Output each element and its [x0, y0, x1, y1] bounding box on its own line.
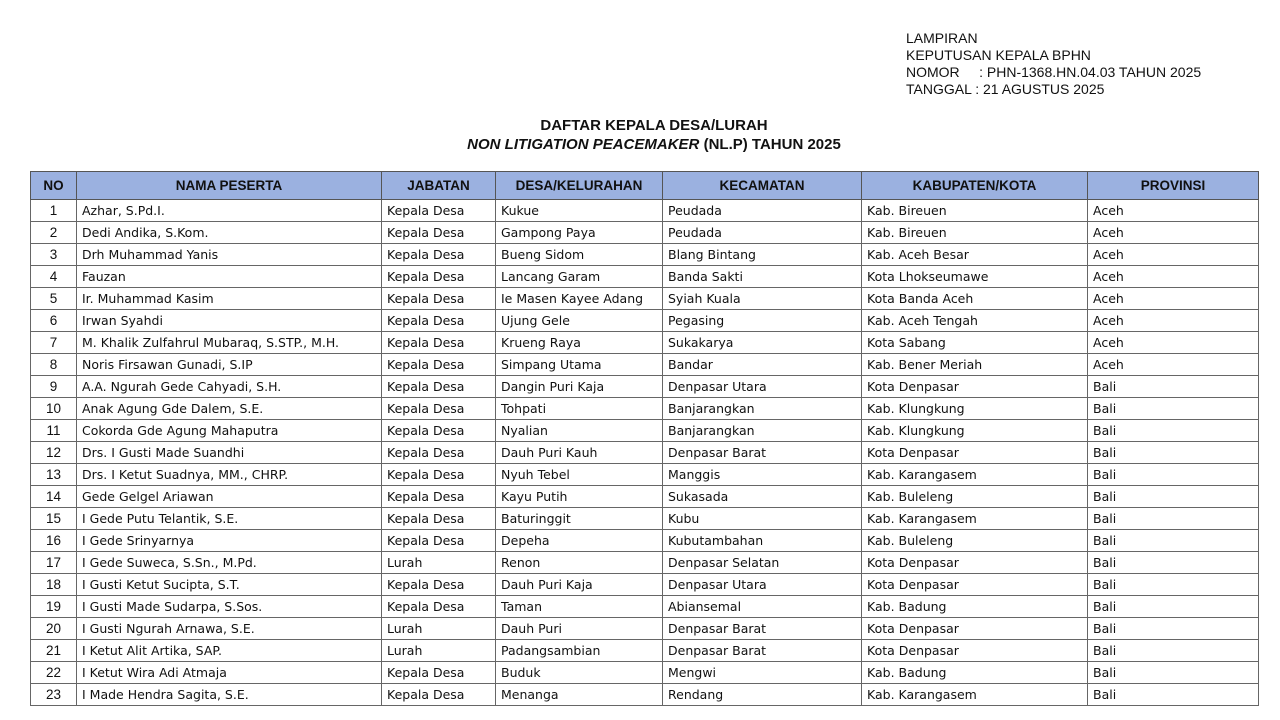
- col-provinsi-cell: Bali: [1088, 508, 1259, 530]
- col-provinsi-cell: Bali: [1088, 398, 1259, 420]
- col-provinsi-cell: Aceh: [1088, 354, 1259, 376]
- table-header-row: [31, 172, 1259, 200]
- col-no-cell: 12: [31, 442, 77, 464]
- col-no-cell: 10: [31, 398, 77, 420]
- col-kabupaten-kota-cell: Kota Denpasar: [862, 376, 1088, 398]
- table-row: [31, 530, 1259, 552]
- table-row: [31, 244, 1259, 266]
- col-kabupaten-kota-cell: Kab. Buleleng: [862, 530, 1088, 552]
- col-kecamatan-cell: Kubutambahan: [663, 530, 862, 552]
- col-kecamatan-cell: Sukakarya: [663, 332, 862, 354]
- col-kabupaten-kota-cell: Kab. Bireuen: [862, 200, 1088, 222]
- col-desa-kelurahan-cell: Dauh Puri: [496, 618, 663, 640]
- col-jabatan-cell: Kepala Desa: [382, 266, 496, 288]
- col-jabatan-cell: Kepala Desa: [382, 574, 496, 596]
- col-desa-kelurahan-cell: Dangin Puri Kaja: [496, 376, 663, 398]
- col-desa-kelurahan-cell: Tohpati: [496, 398, 663, 420]
- table-row: [31, 618, 1259, 640]
- col-jabatan-cell: Kepala Desa: [382, 354, 496, 376]
- col-jabatan-cell: Kepala Desa: [382, 222, 496, 244]
- col-jabatan-cell: Kepala Desa: [382, 596, 496, 618]
- col-jabatan-cell: Kepala Desa: [382, 398, 496, 420]
- col-kabupaten-kota-cell: Kota Banda Aceh: [862, 288, 1088, 310]
- col-kecamatan-cell: Peudada: [663, 200, 862, 222]
- col-desa-kelurahan-cell: Dauh Puri Kauh: [496, 442, 663, 464]
- col-nama-peserta-cell: Drh Muhammad Yanis: [77, 244, 382, 266]
- col-kabupaten-kota-cell: Kab. Karangasem: [862, 508, 1088, 530]
- table-row: [31, 662, 1259, 684]
- col-desa-kelurahan-cell: Kayu Putih: [496, 486, 663, 508]
- col-kecamatan-cell: Denpasar Barat: [663, 640, 862, 662]
- col-no-cell: 19: [31, 596, 77, 618]
- document-title: [0, 116, 1280, 154]
- col-kabupaten-kota-cell: Kota Denpasar: [862, 640, 1088, 662]
- col-kabupaten-kota-cell: Kota Denpasar: [862, 574, 1088, 596]
- lampiran-block: [906, 30, 1201, 98]
- col-nama-peserta-cell: Drs. I Ketut Suadnya, MM., CHRP.: [77, 464, 382, 486]
- table-row: [31, 442, 1259, 464]
- col-nama-peserta-cell: Azhar, S.Pd.I.: [77, 200, 382, 222]
- col-desa-kelurahan-cell: Depeha: [496, 530, 663, 552]
- col-no-cell: 5: [31, 288, 77, 310]
- col-nama-peserta-cell: Dedi Andika, S.Kom.: [77, 222, 382, 244]
- col-jabatan-cell: Kepala Desa: [382, 332, 496, 354]
- col-provinsi-cell: Bali: [1088, 376, 1259, 398]
- col-provinsi-header: PROVINSI: [1088, 172, 1259, 200]
- title-line-1: DAFTAR KEPALA DESA/LURAH: [540, 117, 768, 134]
- col-provinsi-cell: Bali: [1088, 618, 1259, 640]
- table-row: [31, 464, 1259, 486]
- col-kecamatan-cell: Blang Bintang: [663, 244, 862, 266]
- col-provinsi-cell: Aceh: [1088, 200, 1259, 222]
- col-kecamatan-cell: Denpasar Utara: [663, 376, 862, 398]
- col-provinsi-cell: Aceh: [1088, 288, 1259, 310]
- col-kabupaten-kota-cell: Kab. Buleleng: [862, 486, 1088, 508]
- col-jabatan-header: JABATAN: [382, 172, 496, 200]
- col-provinsi-cell: Aceh: [1088, 266, 1259, 288]
- col-kabupaten-kota-cell: Kab. Karangasem: [862, 464, 1088, 486]
- col-kecamatan-cell: Banjarangkan: [663, 398, 862, 420]
- col-kabupaten-kota-header: KABUPATEN/KOTA: [862, 172, 1088, 200]
- col-kecamatan-cell: Syiah Kuala: [663, 288, 862, 310]
- col-jabatan-cell: Lurah: [382, 552, 496, 574]
- table-row: [31, 420, 1259, 442]
- col-kabupaten-kota-cell: Kab. Karangasem: [862, 684, 1088, 706]
- col-provinsi-cell: Bali: [1088, 420, 1259, 442]
- col-desa-kelurahan-cell: Krueng Raya: [496, 332, 663, 354]
- table-row: [31, 684, 1259, 706]
- col-nama-peserta-cell: M. Khalik Zulfahrul Mubaraq, S.STP., M.H.: [77, 332, 382, 354]
- col-jabatan-cell: Kepala Desa: [382, 662, 496, 684]
- col-no-cell: 20: [31, 618, 77, 640]
- col-kecamatan-cell: Denpasar Barat: [663, 442, 862, 464]
- col-nama-peserta-cell: Anak Agung Gde Dalem, S.E.: [77, 398, 382, 420]
- col-desa-kelurahan-cell: Simpang Utama: [496, 354, 663, 376]
- col-desa-kelurahan-cell: Bueng Sidom: [496, 244, 663, 266]
- col-desa-kelurahan-cell: Buduk: [496, 662, 663, 684]
- table-row: [31, 596, 1259, 618]
- col-no-cell: 11: [31, 420, 77, 442]
- col-kabupaten-kota-cell: Kota Lhokseumawe: [862, 266, 1088, 288]
- col-kecamatan-cell: Sukasada: [663, 486, 862, 508]
- col-desa-kelurahan-cell: Menanga: [496, 684, 663, 706]
- col-no-cell: 8: [31, 354, 77, 376]
- col-nama-peserta-cell: Noris Firsawan Gunadi, S.IP: [77, 354, 382, 376]
- col-provinsi-cell: Bali: [1088, 530, 1259, 552]
- col-provinsi-cell: Bali: [1088, 574, 1259, 596]
- col-provinsi-cell: Bali: [1088, 552, 1259, 574]
- table-row: [31, 222, 1259, 244]
- col-kabupaten-kota-cell: Kota Denpasar: [862, 618, 1088, 640]
- col-nama-peserta-cell: Fauzan: [77, 266, 382, 288]
- col-kecamatan-cell: Banjarangkan: [663, 420, 862, 442]
- table-row: [31, 332, 1259, 354]
- col-nama-peserta-header: NAMA PESERTA: [77, 172, 382, 200]
- col-no-cell: 23: [31, 684, 77, 706]
- col-desa-kelurahan-cell: Renon: [496, 552, 663, 574]
- col-no-cell: 18: [31, 574, 77, 596]
- col-no-cell: 2: [31, 222, 77, 244]
- title-rest-part: (NL.P) TAHUN 2025: [699, 136, 841, 153]
- table-row: [31, 574, 1259, 596]
- col-jabatan-cell: Kepala Desa: [382, 486, 496, 508]
- col-desa-kelurahan-cell: Ujung Gele: [496, 310, 663, 332]
- col-desa-kelurahan-cell: Padangsambian: [496, 640, 663, 662]
- col-kecamatan-cell: Pegasing: [663, 310, 862, 332]
- col-nama-peserta-cell: I Made Hendra Sagita, S.E.: [77, 684, 382, 706]
- table-row: [31, 376, 1259, 398]
- col-no-cell: 4: [31, 266, 77, 288]
- col-provinsi-cell: Bali: [1088, 442, 1259, 464]
- col-kecamatan-cell: Denpasar Utara: [663, 574, 862, 596]
- col-kecamatan-cell: Mengwi: [663, 662, 862, 684]
- col-no-cell: 6: [31, 310, 77, 332]
- tanggal-label: TANGGAL : 21 AGUSTUS 2025: [906, 81, 1105, 97]
- col-jabatan-cell: Lurah: [382, 618, 496, 640]
- col-provinsi-cell: Bali: [1088, 640, 1259, 662]
- title-line-2: [0, 135, 1280, 154]
- table-row: [31, 266, 1259, 288]
- col-no-cell: 7: [31, 332, 77, 354]
- col-no-cell: 15: [31, 508, 77, 530]
- table-row: [31, 398, 1259, 420]
- col-jabatan-cell: Kepala Desa: [382, 244, 496, 266]
- col-jabatan-cell: Lurah: [382, 640, 496, 662]
- col-desa-kelurahan-cell: Lancang Garam: [496, 266, 663, 288]
- col-no-cell: 22: [31, 662, 77, 684]
- col-kabupaten-kota-cell: Kab. Bireuen: [862, 222, 1088, 244]
- col-no-header: NO: [31, 172, 77, 200]
- table-body: [31, 200, 1259, 706]
- col-kecamatan-cell: Denpasar Barat: [663, 618, 862, 640]
- col-no-cell: 1: [31, 200, 77, 222]
- col-provinsi-cell: Bali: [1088, 684, 1259, 706]
- col-nama-peserta-cell: A.A. Ngurah Gede Cahyadi, S.H.: [77, 376, 382, 398]
- col-nama-peserta-cell: I Gede Srinyarnya: [77, 530, 382, 552]
- col-provinsi-cell: Bali: [1088, 486, 1259, 508]
- table-row: [31, 288, 1259, 310]
- col-desa-kelurahan-cell: Nyalian: [496, 420, 663, 442]
- col-nama-peserta-cell: I Gede Suweca, S.Sn., M.Pd.: [77, 552, 382, 574]
- col-desa-kelurahan-header: DESA/KELURAHAN: [496, 172, 663, 200]
- col-kecamatan-cell: Abiansemal: [663, 596, 862, 618]
- col-nama-peserta-cell: I Ketut Alit Artika, SAP.: [77, 640, 382, 662]
- col-nama-peserta-cell: I Gede Putu Telantik, S.E.: [77, 508, 382, 530]
- col-no-cell: 17: [31, 552, 77, 574]
- col-nama-peserta-cell: I Gusti Made Sudarpa, S.Sos.: [77, 596, 382, 618]
- col-kecamatan-cell: Peudada: [663, 222, 862, 244]
- col-nama-peserta-cell: Ir. Muhammad Kasim: [77, 288, 382, 310]
- col-kabupaten-kota-cell: Kab. Aceh Besar: [862, 244, 1088, 266]
- col-desa-kelurahan-cell: Baturinggit: [496, 508, 663, 530]
- table-row: [31, 508, 1259, 530]
- table-row: [31, 310, 1259, 332]
- col-provinsi-cell: Bali: [1088, 662, 1259, 684]
- col-provinsi-cell: Aceh: [1088, 222, 1259, 244]
- keputusan-label: KEPUTUSAN KEPALA BPHN: [906, 47, 1091, 63]
- table-row: [31, 552, 1259, 574]
- col-jabatan-cell: Kepala Desa: [382, 310, 496, 332]
- col-no-cell: 9: [31, 376, 77, 398]
- participant-table: [30, 171, 1259, 706]
- lampiran-label: LAMPIRAN: [906, 30, 978, 46]
- col-nama-peserta-cell: I Gusti Ngurah Arnawa, S.E.: [77, 618, 382, 640]
- col-nama-peserta-cell: I Gusti Ketut Sucipta, S.T.: [77, 574, 382, 596]
- table-row: [31, 200, 1259, 222]
- col-desa-kelurahan-cell: Gampong Paya: [496, 222, 663, 244]
- col-kabupaten-kota-cell: Kota Sabang: [862, 332, 1088, 354]
- col-desa-kelurahan-cell: Taman: [496, 596, 663, 618]
- col-kabupaten-kota-cell: Kota Denpasar: [862, 442, 1088, 464]
- col-nama-peserta-cell: Gede Gelgel Ariawan: [77, 486, 382, 508]
- col-jabatan-cell: Kepala Desa: [382, 684, 496, 706]
- col-kabupaten-kota-cell: Kab. Klungkung: [862, 398, 1088, 420]
- col-jabatan-cell: Kepala Desa: [382, 200, 496, 222]
- nomor-label: NOMOR : PHN-1368.HN.04.03 TAHUN 2025: [906, 64, 1202, 80]
- col-jabatan-cell: Kepala Desa: [382, 508, 496, 530]
- col-nama-peserta-cell: Cokorda Gde Agung Mahaputra: [77, 420, 382, 442]
- col-kabupaten-kota-cell: Kab. Aceh Tengah: [862, 310, 1088, 332]
- col-jabatan-cell: Kepala Desa: [382, 464, 496, 486]
- col-desa-kelurahan-cell: Kukue: [496, 200, 663, 222]
- col-provinsi-cell: Aceh: [1088, 332, 1259, 354]
- col-jabatan-cell: Kepala Desa: [382, 420, 496, 442]
- col-no-cell: 16: [31, 530, 77, 552]
- col-kecamatan-cell: Banda Sakti: [663, 266, 862, 288]
- col-provinsi-cell: Aceh: [1088, 244, 1259, 266]
- col-desa-kelurahan-cell: Dauh Puri Kaja: [496, 574, 663, 596]
- table-row: [31, 354, 1259, 376]
- col-no-cell: 13: [31, 464, 77, 486]
- col-jabatan-cell: Kepala Desa: [382, 442, 496, 464]
- col-kabupaten-kota-cell: Kab. Badung: [862, 596, 1088, 618]
- col-desa-kelurahan-cell: Nyuh Tebel: [496, 464, 663, 486]
- col-jabatan-cell: Kepala Desa: [382, 530, 496, 552]
- col-provinsi-cell: Bali: [1088, 464, 1259, 486]
- col-nama-peserta-cell: Irwan Syahdi: [77, 310, 382, 332]
- col-desa-kelurahan-cell: Ie Masen Kayee Adang: [496, 288, 663, 310]
- col-nama-peserta-cell: I Ketut Wira Adi Atmaja: [77, 662, 382, 684]
- col-no-cell: 14: [31, 486, 77, 508]
- col-kecamatan-cell: Rendang: [663, 684, 862, 706]
- col-kecamatan-cell: Bandar: [663, 354, 862, 376]
- col-kabupaten-kota-cell: Kab. Bener Meriah: [862, 354, 1088, 376]
- col-no-cell: 21: [31, 640, 77, 662]
- col-no-cell: 3: [31, 244, 77, 266]
- col-kecamatan-header: KECAMATAN: [663, 172, 862, 200]
- col-kabupaten-kota-cell: Kab. Klungkung: [862, 420, 1088, 442]
- col-kabupaten-kota-cell: Kota Denpasar: [862, 552, 1088, 574]
- col-kecamatan-cell: Kubu: [663, 508, 862, 530]
- col-kecamatan-cell: Denpasar Selatan: [663, 552, 862, 574]
- col-kabupaten-kota-cell: Kab. Badung: [862, 662, 1088, 684]
- col-jabatan-cell: Kepala Desa: [382, 288, 496, 310]
- col-provinsi-cell: Bali: [1088, 596, 1259, 618]
- col-nama-peserta-cell: Drs. I Gusti Made Suandhi: [77, 442, 382, 464]
- col-kecamatan-cell: Manggis: [663, 464, 862, 486]
- title-italic-part: NON LITIGATION PEACEMAKER: [467, 136, 700, 153]
- col-provinsi-cell: Aceh: [1088, 310, 1259, 332]
- table-row: [31, 486, 1259, 508]
- table-row: [31, 640, 1259, 662]
- col-jabatan-cell: Kepala Desa: [382, 376, 496, 398]
